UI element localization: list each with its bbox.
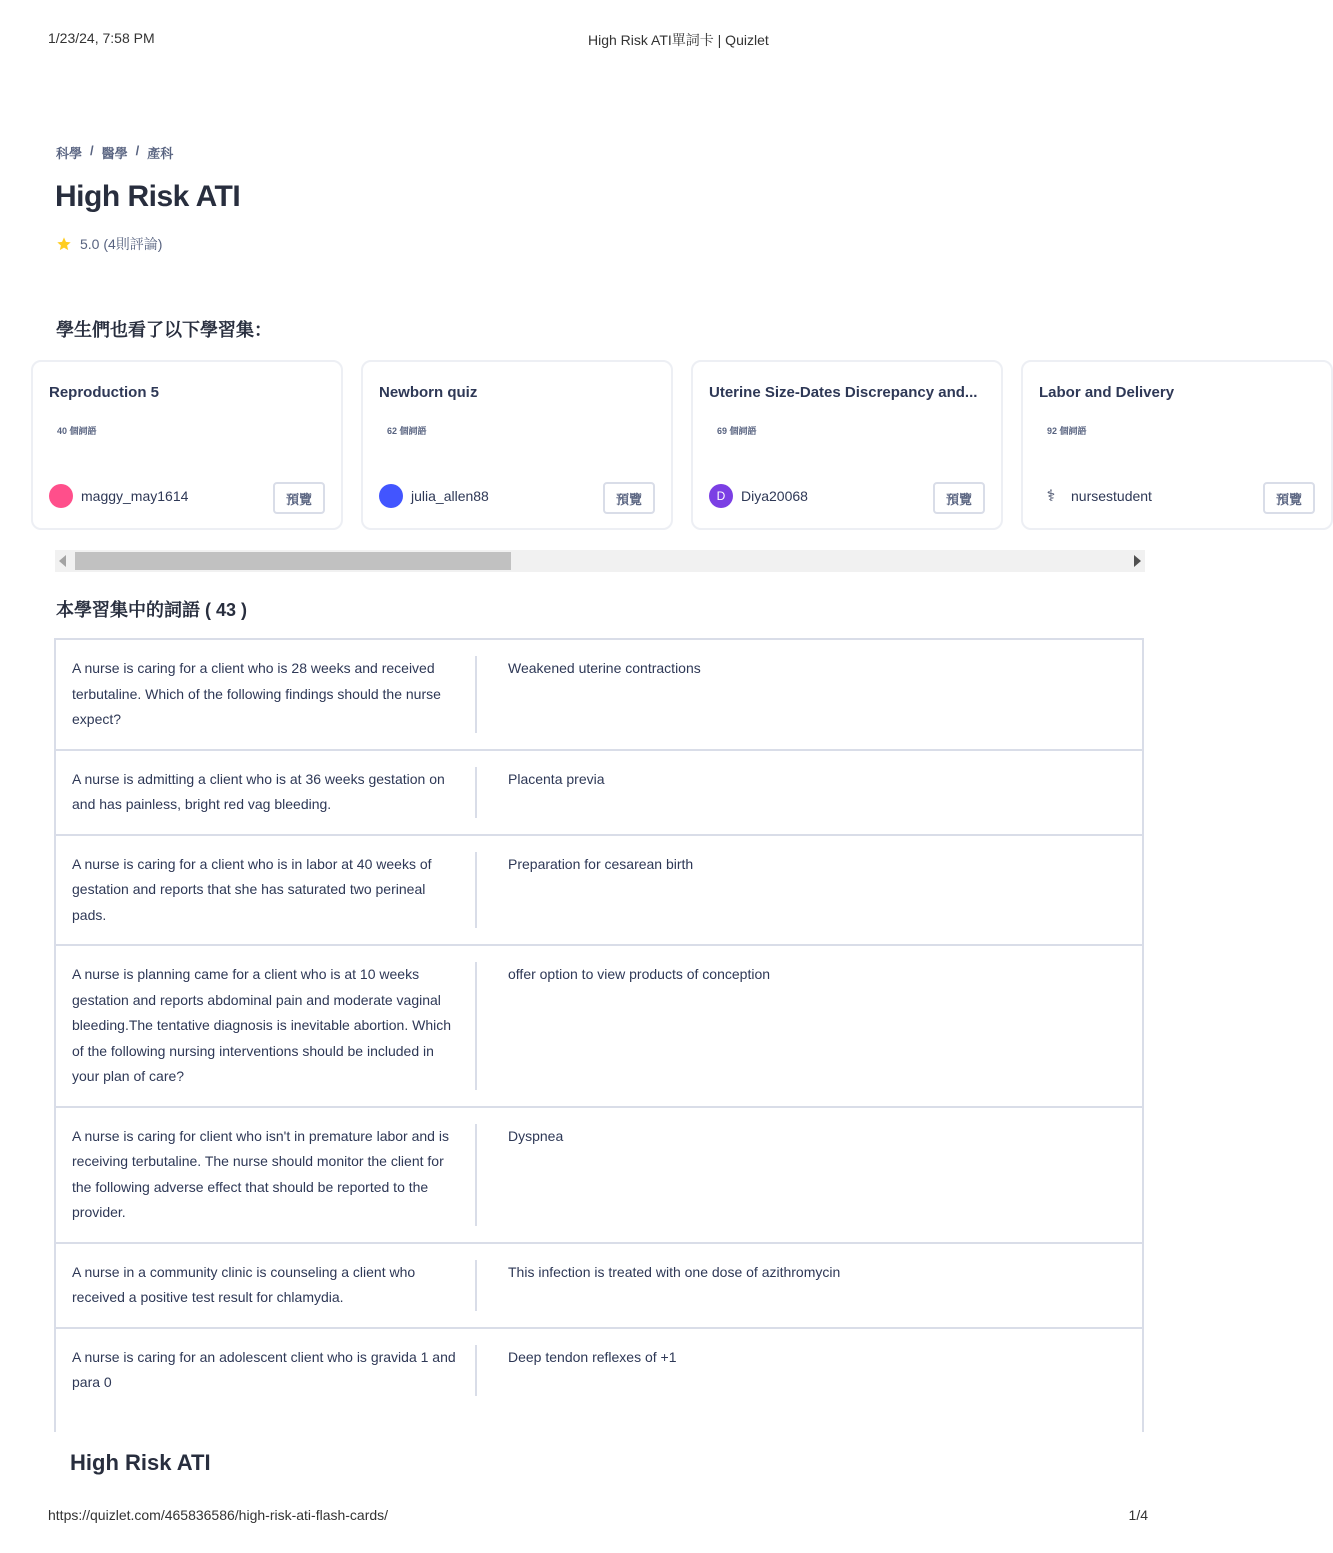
preview-button[interactable]: 預覽 [1263, 482, 1315, 514]
avatar [49, 484, 73, 508]
page-number: 1/4 [1128, 1507, 1148, 1523]
term-row[interactable] [56, 1242, 1142, 1327]
set-card-author[interactable] [49, 484, 188, 508]
term-divider [475, 1345, 477, 1396]
print-date: 1/23/24, 7:58 PM [48, 30, 155, 46]
set-card-author[interactable] [379, 484, 489, 508]
definition-text: Preparation for cesarean birth [508, 855, 694, 872]
author-name: Diya20068 [741, 488, 808, 504]
term-row[interactable] [56, 834, 1142, 945]
terms-heading: 本學習集中的詞語 ( 43 ) [56, 600, 248, 620]
term-divider [475, 767, 477, 818]
term-text: A nurse in a community clinic is counseling a client who received a positive test result for chlamydia. [72, 1263, 416, 1305]
term-divider [475, 1124, 477, 1226]
set-card[interactable] [361, 360, 673, 530]
breadcrumb [56, 143, 173, 162]
carousel-scrollbar[interactable] [55, 550, 1145, 572]
author-name: julia_allen88 [411, 488, 489, 504]
term-text: A nurse is caring for client who isn't in premature labor and is receiving terbutaline. The nurse should monitor the client for the following adverse effect that should be reported to the provider. [72, 1127, 449, 1220]
rating[interactable] [56, 234, 162, 254]
print-header [48, 30, 1152, 48]
term-divider [475, 1260, 477, 1311]
term-text: A nurse is planning came for a client who is at 10 weeks gestation and reports abdominal pain and moderate vaginal bleeding.The tentative diagnosis is inevitable abortion. Which of the following nursing interventions should be included in your plan of care? [72, 966, 452, 1084]
set-card-title[interactable]: Labor and Delivery [1039, 384, 1175, 401]
definition-text: offer option to view products of conception [508, 966, 771, 982]
set-card-term-count: 40 個詞語 [57, 426, 97, 436]
set-card-author[interactable] [1039, 484, 1152, 508]
term-divider [475, 656, 477, 733]
term-text: A nurse is caring for a client who is 28 weeks and received terbutaline. Which of the following findings should the nurse expect? [72, 660, 441, 727]
term-text: A nurse is admitting a client who is at 36 weeks gestation on and has painless, bright red vag bleeding. [72, 770, 445, 812]
footer-title: High Risk ATI [70, 1450, 211, 1475]
avatar: D [709, 484, 733, 508]
definition-text: Deep tendon reflexes of +1 [508, 1348, 677, 1365]
set-card[interactable] [31, 360, 343, 530]
set-card[interactable] [691, 360, 1003, 530]
definition-text: Dyspnea [508, 1127, 564, 1144]
set-card-author[interactable] [709, 484, 808, 508]
term-text: A nurse is caring for an adolescent client who is gravida 1 and para 0 [72, 1348, 456, 1390]
print-url: https://quizlet.com/465836586/high-risk-ati-flash-cards/ [48, 1507, 389, 1523]
also-viewed-carousel[interactable] [49, 358, 1302, 534]
avatar [379, 484, 403, 508]
scrollbar-thumb[interactable] [75, 552, 511, 570]
term-divider [475, 962, 477, 1090]
scroll-left-arrow-icon[interactable] [59, 555, 66, 567]
author-name: maggy_may1614 [81, 488, 189, 504]
also-viewed-heading: 學生們也看了以下學習集： [56, 320, 272, 340]
set-card-title[interactable]: Reproduction 5 [49, 384, 160, 401]
definition-text: Weakened uterine contractions [508, 660, 701, 676]
preview-button[interactable]: 預覽 [933, 482, 985, 514]
set-card-title[interactable]: Uterine Size-Dates Discrepancy and... [709, 384, 978, 401]
star-icon [56, 236, 72, 252]
set-card-term-count: 69 個詞語 [717, 426, 757, 436]
term-row[interactable] [56, 1106, 1142, 1242]
preview-button[interactable]: 預覽 [273, 482, 325, 514]
term-row[interactable] [56, 944, 1142, 1106]
set-card-term-count: 62 個詞語 [387, 426, 427, 436]
term-row[interactable] [56, 749, 1142, 834]
breadcrumb-item-medicine[interactable]: 醫學 [101, 146, 128, 161]
preview-button[interactable]: 預覽 [603, 482, 655, 514]
terms-list [54, 638, 1144, 1432]
print-doc-title: High Risk ATI單詞卡 | Quizlet [588, 32, 769, 48]
print-footer [48, 1507, 1148, 1523]
term-divider [475, 852, 477, 929]
breadcrumb-separator: / [90, 143, 94, 158]
rating-text: 5.0 (4則評論) [80, 236, 163, 252]
breadcrumb-separator: / [135, 143, 140, 158]
set-card-title[interactable]: Newborn quiz [379, 384, 478, 401]
set-card-term-count: 92 個詞語 [1047, 426, 1087, 436]
set-card[interactable] [1021, 360, 1333, 530]
author-name: nursestudent [1071, 488, 1152, 504]
caduceus-icon: ⚕ [1039, 484, 1063, 508]
term-row[interactable] [56, 1327, 1142, 1412]
term-text: A nurse is caring for a client who is in labor at 40 weeks of gestation and reports that she has saturated two perineal pads. [72, 855, 432, 923]
breadcrumb-item-obstetrics[interactable]: 產科 [147, 146, 174, 161]
term-row[interactable] [56, 638, 1142, 749]
page-title: High Risk ATI [55, 180, 241, 213]
scroll-right-arrow-icon[interactable] [1134, 555, 1141, 567]
definition-text: Placenta previa [508, 770, 605, 787]
breadcrumb-item-science[interactable]: 科學 [56, 146, 83, 161]
definition-text: This infection is treated with one dose of azithromycin [508, 1263, 841, 1280]
